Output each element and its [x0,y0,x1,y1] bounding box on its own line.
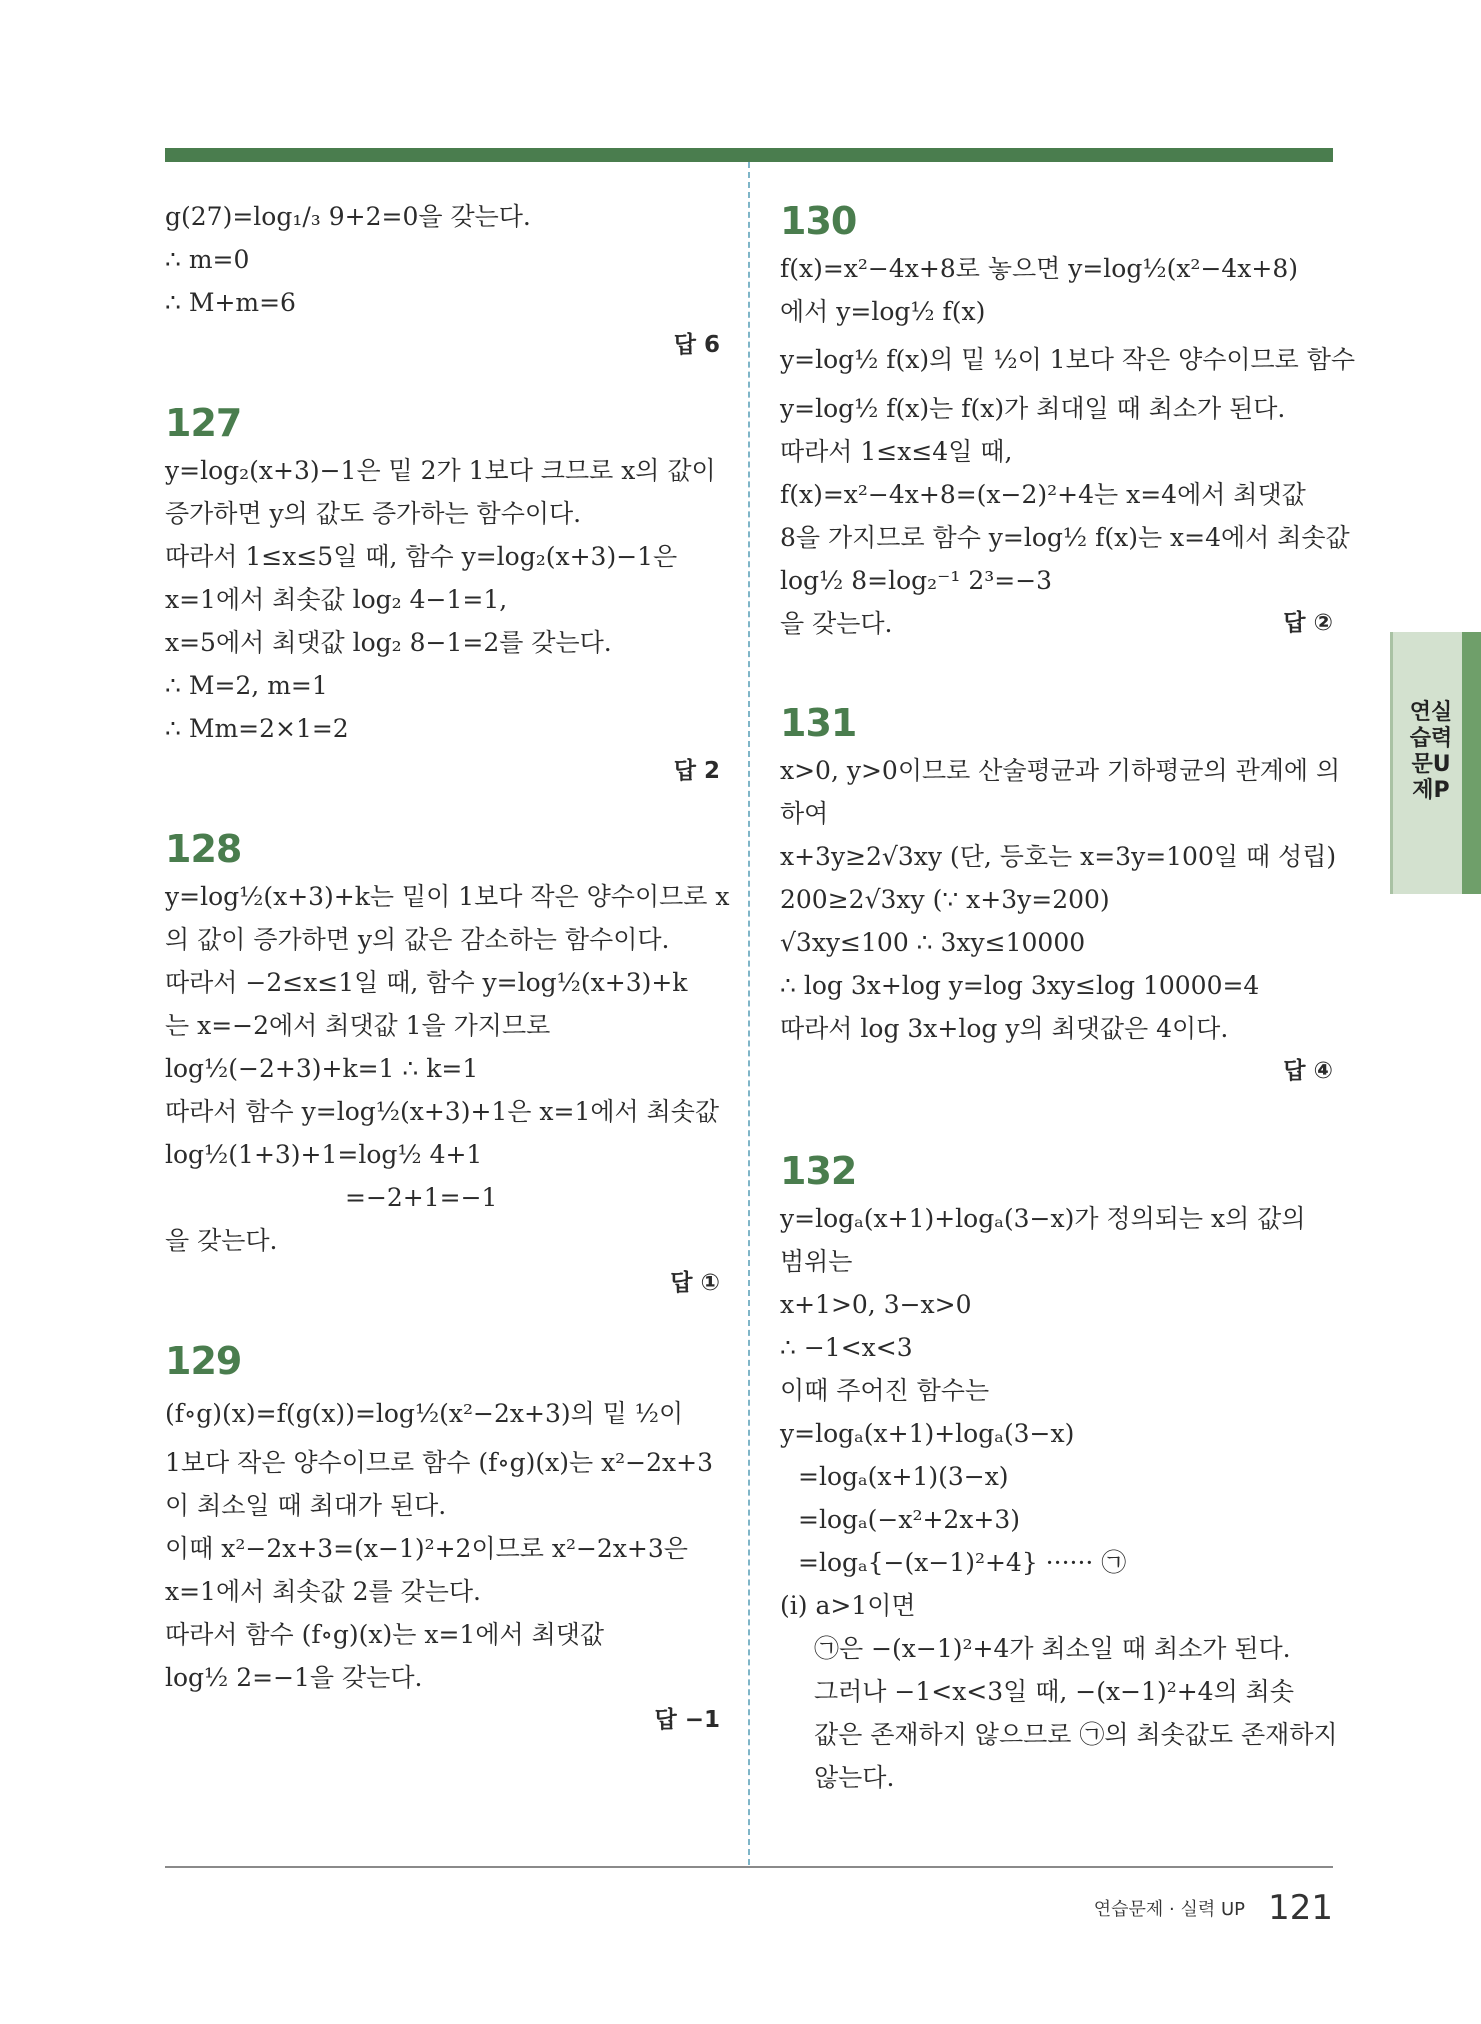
answer-label: 답 ① [670,1270,720,1296]
text-line: x+1>0, 3−x>0 [780,1290,972,1319]
text-line: log½(1+3)+1=log½ 4+1 [165,1140,483,1169]
text-line: y=log½ f(x)의 밑 ½이 1보다 작은 양수이므로 함수 [780,345,1356,374]
side-tab-line: 문U [1411,752,1451,777]
side-tab-line: 습력 [1409,726,1453,751]
text-line: ㉠은 −(x−1)²+4가 최소일 때 최소가 된다. [814,1634,1291,1663]
text-line: 는 x=−2에서 최댓값 1을 가지므로 [165,1011,551,1040]
answer-label: 답 ② [1283,610,1333,636]
text-line: 않는다. [814,1763,895,1792]
text-line: 따라서 −2≤x≤1일 때, 함수 y=log½(x+3)+k [165,968,688,997]
text-line: y=log½(x+3)+k는 밑이 1보다 작은 양수이므로 x [165,882,730,911]
text-line [780,602,1333,645]
text-line: f(x)=x²−4x+8=(x−2)²+4는 x=4에서 최댓값 [780,480,1306,509]
problem-number-131: 131 [780,701,857,745]
text-line: x=1에서 최솟값 2를 갖는다. [165,1577,481,1606]
footer-section-label: 연습문제 · 실력 UP [1093,1899,1245,1920]
text-line: g(27)=log₁/₃ 9+2=0을 갖는다. [165,202,531,231]
side-tab-label [1399,700,1463,804]
text-line: 이때 주어진 함수는 [780,1376,990,1405]
side-tab-line: 연실 [1409,700,1453,725]
text-line: 하여 [780,799,829,828]
footer-rule [165,1866,1333,1868]
text-line: (i) a>1이면 [780,1591,916,1620]
text-line: x=1에서 최솟값 log₂ 4−1=1, [165,585,508,614]
column-divider [748,162,750,1865]
text-line: 따라서 1≤x≤5일 때, 함수 y=log₂(x+3)−1은 [165,542,678,571]
page-number: 121 [1268,1888,1333,1928]
problem-number-129: 129 [165,1339,242,1383]
text-line: x>0, y>0이므로 산술평균과 기하평균의 관계에 의 [780,756,1341,785]
text-line: ∴ m=0 [165,245,250,274]
answer-label: 답 6 [673,332,720,358]
header-accent-bar [165,148,1333,162]
text-line: ∴ log 3x+log y=log 3xy≤log 10000=4 [780,971,1260,1000]
text-line: 범위는 [780,1247,853,1276]
side-tab-line: 제P [1412,778,1450,803]
problem-number-130: 130 [780,199,857,243]
answer-label: 답 2 [673,758,720,784]
chapter-side-tab [1390,632,1481,894]
problem-number-132: 132 [780,1149,857,1193]
text-line: 의 값이 증가하면 y의 값은 감소하는 함수이다. [165,925,670,954]
text-line: 200≥2√3xy (∵ x+3y=200) [780,885,1110,914]
problem-number-128: 128 [165,827,242,871]
text-line: 1보다 작은 양수이므로 함수 (f∘g)(x)는 x²−2x+3 [165,1448,713,1477]
text-line: ∴ M+m=6 [165,288,296,317]
right-column [780,195,1356,1799]
text-line: 따라서 함수 y=log½(x+3)+1은 x=1에서 최솟값 [165,1097,720,1126]
text-line: 따라서 함수 (f∘g)(x)는 x=1에서 최댓값 [165,1620,605,1649]
text-fragment: 을 갖는다. [780,609,893,638]
text-line: =−2+1=−1 [345,1183,498,1212]
text-line: log½(−2+3)+k=1 ∴ k=1 [165,1054,479,1083]
text-line: (f∘g)(x)=f(g(x))=log½(x²−2x+3)의 밑 ½이 [165,1399,684,1428]
answer-label: 답 −1 [654,1707,720,1733]
text-line: =logₐ{−(x−1)²+4} ······ ㉠ [798,1548,1127,1577]
text-line: 증가하면 y의 값도 증가하는 함수이다. [165,499,582,528]
text-line: 그러나 −1<x<3일 때, −(x−1)²+4의 최솟 [814,1677,1294,1706]
text-line: √3xy≤100 ∴ 3xy≤10000 [780,928,1086,957]
text-line: 이때 x²−2x+3=(x−1)²+2이므로 x²−2x+3은 [165,1534,688,1563]
side-tab-strip [1462,632,1481,894]
text-line: ∴ Mm=2×1=2 [165,714,349,743]
problem-number-127: 127 [165,401,242,445]
text-line: f(x)=x²−4x+8로 놓으면 y=log½(x²−4x+8) [780,254,1299,283]
text-line: 값은 존재하지 않으므로 ㉠의 최솟값도 존재하지 [814,1720,1338,1749]
text-line: log½ 2=−1을 갖는다. [165,1663,423,1692]
text-line: log½ 8=log₂⁻¹ 2³=−3 [780,566,1053,595]
text-line: 을 갖는다. [165,1226,278,1255]
text-line: 에서 y=log½ f(x) [780,297,986,326]
text-line: y=logₐ(x+1)+logₐ(3−x) [780,1419,1075,1448]
text-line: y=logₐ(x+1)+logₐ(3−x)가 정의되는 x의 값의 [780,1204,1306,1233]
answer-label: 답 ④ [1283,1058,1333,1084]
text-line: x=5에서 최댓값 log₂ 8−1=2를 갖는다. [165,628,612,657]
text-line: 이 최소일 때 최대가 된다. [165,1491,447,1520]
text-line: y=log½ f(x)는 f(x)가 최대일 때 최소가 된다. [780,394,1286,423]
text-line: 따라서 log 3x+log y의 최댓값은 4이다. [780,1014,1229,1043]
text-line: 8을 가지므로 함수 y=log½ f(x)는 x=4에서 최솟값 [780,523,1350,552]
text-line: ∴ −1<x<3 [780,1333,913,1362]
text-line: y=log₂(x+3)−1은 밑 2가 1보다 크므로 x의 값이 [165,456,716,485]
text-line: ∴ M=2, m=1 [165,671,328,700]
text-line: =logₐ(−x²+2x+3) [798,1505,1021,1534]
page-footer [1094,1888,1333,1928]
text-line: =logₐ(x+1)(3−x) [798,1462,1009,1491]
text-line: 따라서 1≤x≤4일 때, [780,437,1013,466]
left-column [165,195,730,1742]
text-line: x+3y≥2√3xy (단, 등호는 x=3y=100일 때 성립) [780,842,1337,871]
